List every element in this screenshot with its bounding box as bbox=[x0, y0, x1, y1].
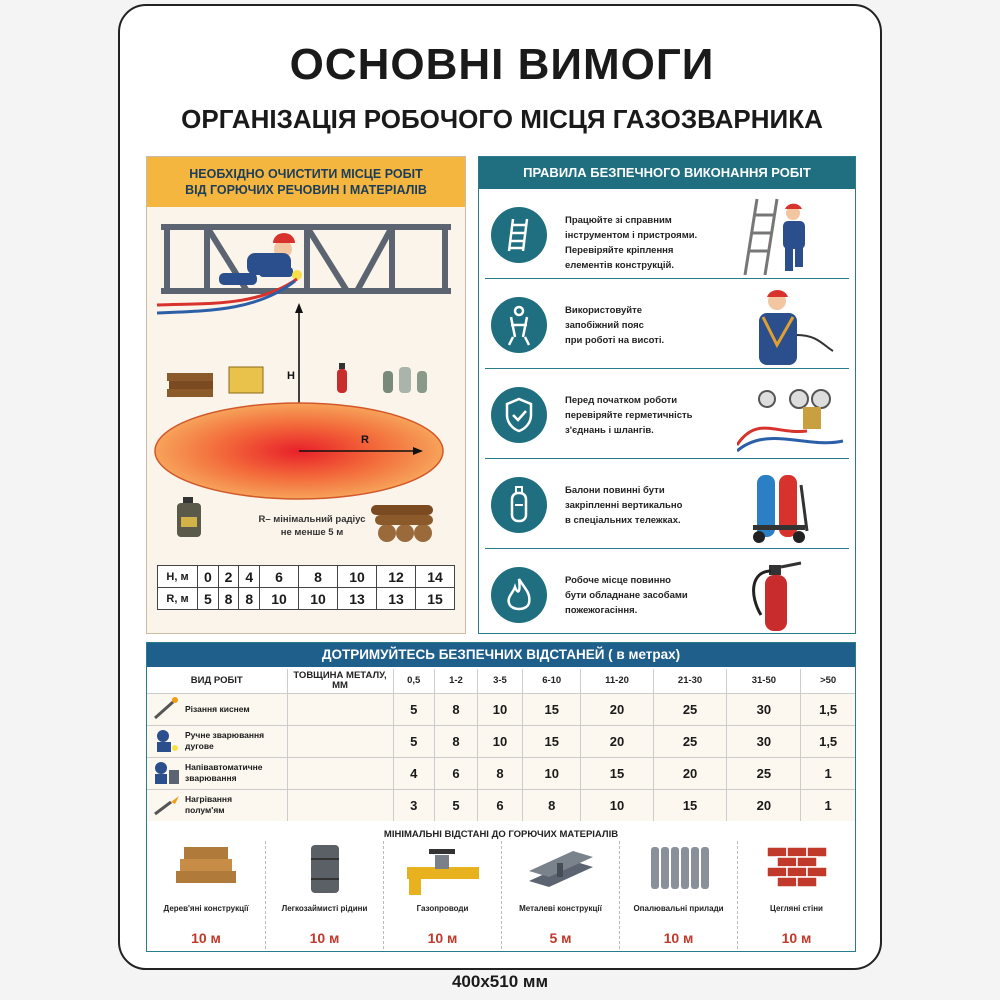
radius-value: 13 bbox=[377, 588, 416, 610]
distance-cell: 25 bbox=[727, 757, 801, 789]
work-type-label: Ручне зварювання дугове bbox=[185, 730, 265, 751]
material-distance: 5 м bbox=[549, 930, 572, 946]
distance-cell: 20 bbox=[581, 725, 653, 757]
radius-row bbox=[158, 588, 455, 610]
material-label: Дерев'яні конструкції bbox=[163, 904, 249, 913]
safety-rules-panel bbox=[478, 156, 856, 634]
safe-distances-panel bbox=[146, 642, 856, 952]
material-distance: 10 м bbox=[309, 930, 340, 946]
distance-cell: 20 bbox=[581, 693, 653, 725]
clear-area-heading bbox=[147, 157, 465, 207]
table-row bbox=[147, 789, 855, 821]
rule-line: Використовуйте bbox=[565, 305, 643, 316]
material-item bbox=[265, 841, 383, 949]
height-radius-table bbox=[157, 565, 455, 610]
thickness-cell bbox=[287, 789, 393, 821]
material-distance: 10 м bbox=[781, 930, 812, 946]
material-distance: 10 м bbox=[191, 930, 221, 946]
wood-beams-icon bbox=[166, 841, 246, 895]
material-item bbox=[737, 841, 855, 949]
thickness-header: ТОВЩИНА МЕТАЛУ, ММ bbox=[287, 669, 393, 693]
rule-line: Перед початком роботи bbox=[565, 395, 678, 406]
ladder-icon bbox=[491, 207, 547, 263]
safe-distances-heading: ДОТРИМУЙТЕСЬ БЕЗПЕЧНИХ ВІДСТАНЕЙ ( в метрах) bbox=[147, 643, 855, 667]
table-header-row bbox=[147, 669, 855, 693]
worker-on-ladder-icon bbox=[737, 195, 847, 275]
height-value: 10 bbox=[338, 566, 377, 588]
distance-cell: 20 bbox=[727, 789, 801, 821]
work-type-cell bbox=[147, 789, 287, 821]
radius-value: 5 bbox=[198, 588, 219, 610]
distance-cell: 10 bbox=[477, 725, 522, 757]
radius-label: R bbox=[361, 434, 369, 446]
rule-line: перевіряйте герметичність bbox=[565, 410, 693, 421]
rule-line: Балони повинні бути bbox=[565, 485, 665, 496]
distance-cell: 30 bbox=[727, 693, 801, 725]
safety-rule bbox=[485, 281, 849, 369]
thickness-cell bbox=[287, 725, 393, 757]
rule-line: при роботі на висоті. bbox=[565, 335, 665, 346]
flame-icon bbox=[491, 567, 547, 623]
work-type-cell bbox=[147, 725, 287, 757]
safety-rule bbox=[485, 371, 849, 459]
radius-value: 8 bbox=[239, 588, 260, 610]
distance-cell: 8 bbox=[477, 757, 522, 789]
material-label: Металеві конструкції bbox=[519, 904, 602, 913]
safety-rule bbox=[485, 191, 849, 279]
material-distance: 10 м bbox=[427, 930, 458, 946]
height-label: H bbox=[287, 370, 295, 382]
size-caption: 400x510 мм bbox=[451, 972, 549, 991]
table-row bbox=[147, 725, 855, 757]
thickness-column-header: 3-5 bbox=[477, 669, 522, 693]
rule-line: елементів конструкцій. bbox=[565, 260, 674, 271]
distance-cell: 15 bbox=[523, 693, 581, 725]
welding-scene-illustration bbox=[147, 207, 465, 559]
thickness-column-header: 1-2 bbox=[434, 669, 477, 693]
material-item bbox=[147, 841, 265, 949]
fire-extinguisher-icon bbox=[737, 555, 847, 635]
material-label: Легкозаймисті рідини bbox=[281, 904, 368, 913]
distance-cell: 10 bbox=[523, 757, 581, 789]
welder-figure-icon bbox=[219, 233, 302, 285]
steel-beam-icon bbox=[521, 841, 601, 895]
work-type-cell bbox=[147, 693, 287, 725]
rule-line: в спеціальних тележках. bbox=[565, 515, 681, 526]
material-label: Опалювальні прилади bbox=[633, 904, 724, 913]
radius-value: 10 bbox=[260, 588, 299, 610]
rule-line: Робоче місце повинно bbox=[565, 575, 671, 586]
height-value: 0 bbox=[198, 566, 219, 588]
height-value: 4 bbox=[239, 566, 260, 588]
height-value: 8 bbox=[299, 566, 338, 588]
distance-cell: 15 bbox=[523, 725, 581, 757]
radiator-icon bbox=[639, 841, 719, 895]
fire-extinguisher-icon bbox=[337, 363, 347, 393]
cutting-torch-icon bbox=[151, 696, 181, 722]
radius-value: 8 bbox=[218, 588, 239, 610]
rule-line: з'єднань і шлангів. bbox=[565, 425, 654, 436]
distance-cell: 4 bbox=[393, 757, 434, 789]
thickness-column-header: 11-20 bbox=[581, 669, 653, 693]
safety-rule-text bbox=[565, 303, 735, 348]
work-type-cell bbox=[147, 757, 287, 789]
thickness-column-header: 0,5 bbox=[393, 669, 434, 693]
work-type-label: Різання киснем bbox=[185, 703, 250, 714]
height-value: 14 bbox=[416, 566, 455, 588]
height-value: 12 bbox=[377, 566, 416, 588]
distance-cell: 20 bbox=[653, 757, 727, 789]
rule-line: пожежогасіння. bbox=[565, 605, 638, 616]
rule-line: Перевіряйте кріплення bbox=[565, 245, 674, 256]
thickness-column-header: >50 bbox=[801, 669, 855, 693]
radius-header: R, м bbox=[158, 588, 198, 610]
thickness-column-header: 31-50 bbox=[727, 669, 801, 693]
crate-icon bbox=[229, 367, 263, 393]
distance-cell: 15 bbox=[581, 757, 653, 789]
distance-cell: 3 bbox=[393, 789, 434, 821]
thickness-cell bbox=[287, 693, 393, 725]
material-label: Газопроводи bbox=[416, 904, 469, 913]
distance-cell: 1 bbox=[801, 789, 855, 821]
shield-check-icon bbox=[491, 387, 547, 443]
distance-cell: 8 bbox=[434, 725, 477, 757]
distance-cell: 5 bbox=[393, 725, 434, 757]
distance-cell: 1,5 bbox=[801, 693, 855, 725]
poster bbox=[118, 4, 882, 970]
steel-truss-icon bbox=[161, 227, 451, 291]
distance-cell: 10 bbox=[477, 693, 522, 725]
height-header: H, м bbox=[158, 566, 198, 588]
harness-icon bbox=[491, 297, 547, 353]
radius-note-line1: R– мінімальний радіус bbox=[258, 514, 366, 525]
thickness-column-header: 6-10 bbox=[523, 669, 581, 693]
distance-cell: 8 bbox=[523, 789, 581, 821]
table-row bbox=[147, 757, 855, 789]
jerrycan-icon bbox=[177, 497, 201, 537]
gas-pipe-icon bbox=[403, 841, 483, 895]
rule-line: інструментом і пристроями. bbox=[565, 230, 698, 241]
work-type-label: Нагрівання полум'ям bbox=[185, 794, 233, 816]
material-label: Цегляні стіни bbox=[770, 904, 823, 913]
distance-cell: 8 bbox=[434, 693, 477, 725]
worker-with-harness-icon bbox=[737, 285, 847, 365]
material-distance: 10 м bbox=[663, 930, 694, 946]
distance-cell: 25 bbox=[653, 693, 727, 725]
flame-torch-icon bbox=[151, 792, 181, 818]
distance-cell: 1,5 bbox=[801, 725, 855, 757]
page-title: ОСНОВНІ ВИМОГИ bbox=[289, 40, 715, 89]
gas-regulators-icon bbox=[737, 375, 847, 455]
height-value: 2 bbox=[218, 566, 239, 588]
safety-rule bbox=[485, 461, 849, 549]
safety-rules-heading: ПРАВИЛА БЕЗПЕЧНОГО ВИКОНАННЯ РОБІТ bbox=[479, 157, 855, 189]
lumber-stack-icon bbox=[167, 373, 213, 397]
material-item bbox=[501, 841, 619, 949]
min-distances-title: МІНІМАЛЬНІ ВІДСТАНІ ДО ГОРЮЧИХ МАТЕРІАЛІВ bbox=[383, 829, 619, 840]
rule-line: бути обладнане засобами bbox=[565, 590, 688, 601]
height-row bbox=[158, 566, 455, 588]
cylinder-cart-icon bbox=[737, 465, 847, 545]
work-type-label: Напівавтоматичне зварювання bbox=[185, 762, 263, 783]
distance-cell: 25 bbox=[653, 725, 727, 757]
distance-cell: 1 bbox=[801, 757, 855, 789]
barrel-icon bbox=[285, 841, 365, 895]
material-item bbox=[619, 841, 737, 949]
rule-line: Працюйте зі справним bbox=[565, 215, 672, 226]
safety-rule-text bbox=[565, 393, 735, 438]
safe-distances-table bbox=[147, 669, 855, 821]
radius-value: 10 bbox=[299, 588, 338, 610]
distance-cell: 5 bbox=[393, 693, 434, 725]
clear-area-heading-line2: ВІД ГОРЮЧИХ РЕЧОВИН І МАТЕРІАЛІВ bbox=[185, 183, 427, 197]
page-subtitle: ОРГАНІЗАЦІЯ РОБОЧОГО МІСЦЯ ГАЗОЗВАРНИКА bbox=[181, 104, 823, 134]
thickness-column-header: 21-30 bbox=[653, 669, 727, 693]
semi-auto-welder-icon bbox=[151, 760, 181, 786]
table-row bbox=[147, 693, 855, 725]
safety-rule-text bbox=[565, 213, 735, 273]
clear-area-panel bbox=[146, 156, 466, 634]
arc-welder-icon bbox=[151, 728, 181, 754]
rule-line: запобіжний пояс bbox=[565, 320, 644, 331]
distance-cell: 5 bbox=[434, 789, 477, 821]
height-value: 6 bbox=[260, 566, 299, 588]
material-item bbox=[383, 841, 501, 949]
distance-cell: 6 bbox=[477, 789, 522, 821]
brick-wall-icon bbox=[757, 841, 837, 895]
radius-value: 15 bbox=[416, 588, 455, 610]
safety-rule-text bbox=[565, 573, 735, 618]
distance-cell: 30 bbox=[727, 725, 801, 757]
distance-cell: 15 bbox=[653, 789, 727, 821]
safety-rule bbox=[485, 551, 849, 639]
clear-area-heading-line1: НЕОБХІДНО ОЧИСТИТИ МІСЦЕ РОБІТ bbox=[189, 167, 423, 181]
distance-cell: 10 bbox=[581, 789, 653, 821]
safety-rule-text bbox=[565, 483, 735, 528]
radius-note bbox=[237, 513, 387, 539]
distance-cell: 6 bbox=[434, 757, 477, 789]
gas-cylinder-icon bbox=[491, 477, 547, 533]
radius-note-line2: не менше 5 м bbox=[280, 527, 344, 538]
rule-line: закріпленні вертикально bbox=[565, 500, 683, 511]
work-type-header: ВИД РОБІТ bbox=[147, 669, 287, 693]
radius-value: 13 bbox=[338, 588, 377, 610]
thickness-cell bbox=[287, 757, 393, 789]
gas-bottles-icon bbox=[383, 367, 427, 393]
